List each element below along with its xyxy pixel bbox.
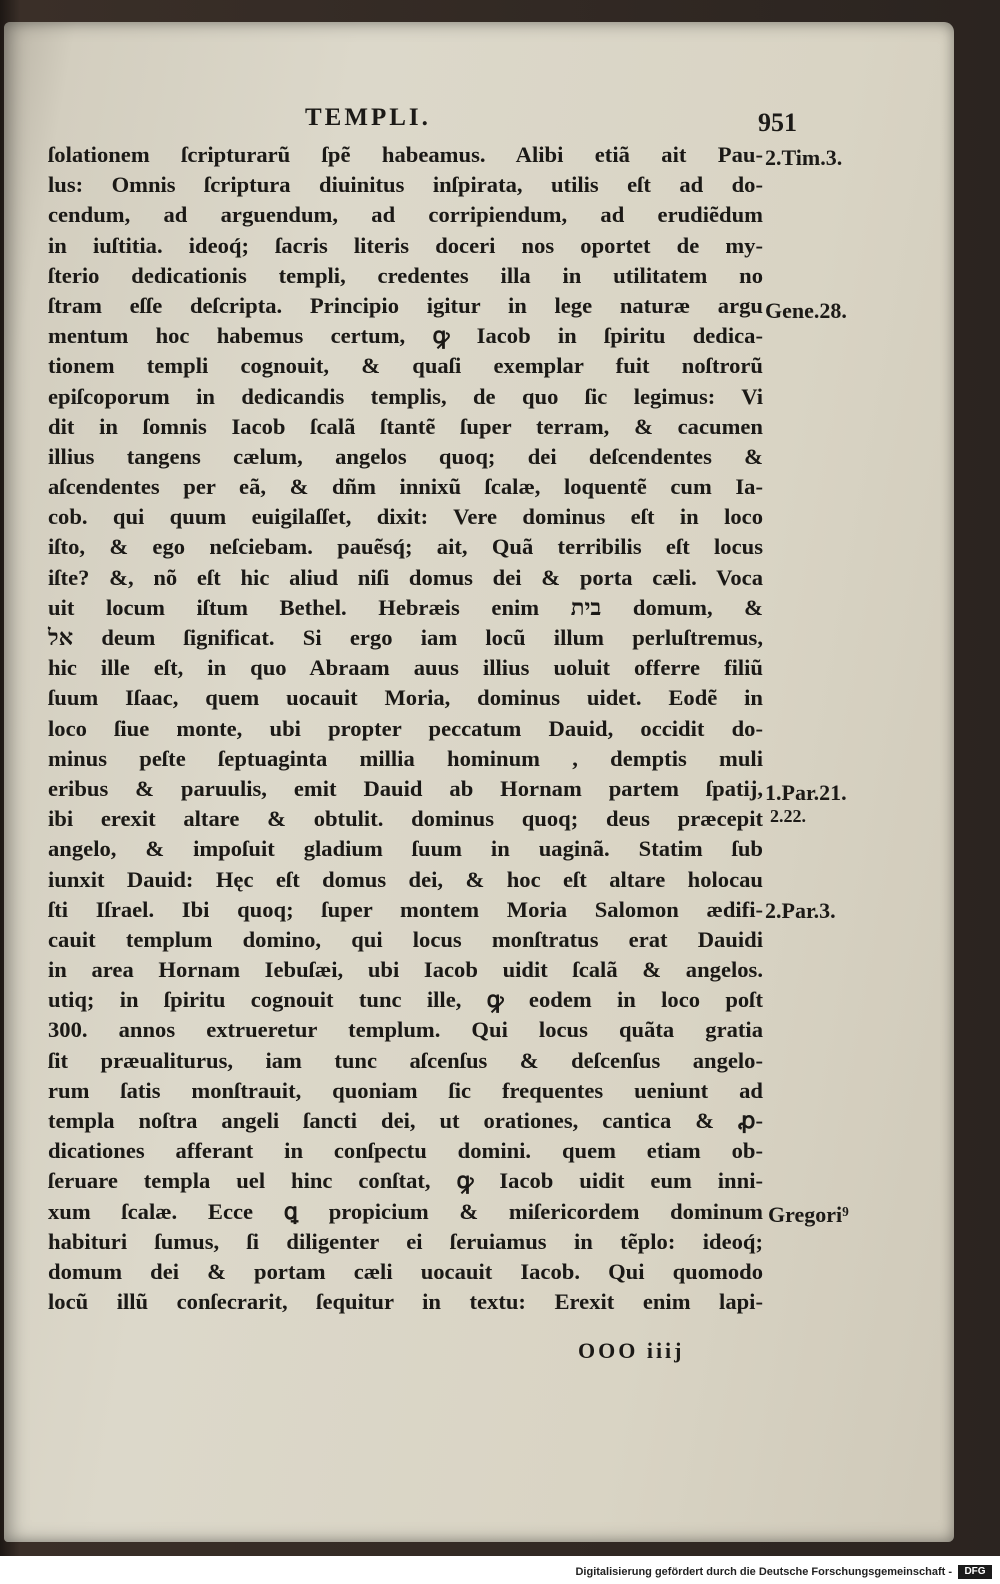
body-text bbox=[48, 140, 763, 1317]
text-line: cauit templum domino, qui locus monſtratus erat Dauidi bbox=[48, 926, 763, 952]
text-line: loco ſiue monte, ubi propter peccatum Dauid, occidit do- bbox=[48, 715, 763, 741]
footer-bar bbox=[0, 1556, 1000, 1584]
text-line: xum ſcalæ. Ecce ꝗ propicium & miſericordem dominum bbox=[48, 1198, 763, 1224]
text-line: in iuſtitia. ideoq́; ſacris literis doceri nos oportet de my- bbox=[48, 232, 763, 258]
text-line: אל deum ſignificat. Si ergo iam locũ illum perluſtremus, bbox=[48, 625, 763, 650]
text-line: cendum, ad arguendum, ad corripiendum, ad erudiẽdum bbox=[48, 202, 763, 228]
text-line: habituri ſumus, ſi diligenter ei ſeruiamus in tẽplo: ideoq́; bbox=[48, 1228, 763, 1254]
text-line: iunxit Dauid: Hęc eſt domus dei, & hoc eſt altare holocau bbox=[48, 866, 763, 892]
text-line: templa noſtra angeli ſancti dei, ut orationes, cantica & ꝓ- bbox=[48, 1108, 763, 1133]
text-line: iſto, & ego neſciebam. pauẽsq́; ait, Quã terribilis eſt locus bbox=[48, 534, 763, 560]
text-line: ſeruare templa uel hinc conſtat, ꝙ Iacob uidit eum inni- bbox=[48, 1168, 763, 1194]
margin-note: Gregori⁹ bbox=[768, 1202, 849, 1227]
funding-credit: Digitalisierung gefördert durch die Deutsche Forschungsgemeinschaft - bbox=[575, 1566, 952, 1578]
text-line: ſterio dedicationis templi, credentes illa in utilitatem no bbox=[48, 262, 763, 288]
text-line: ſit præualiturus, iam tunc aſcenſus & deſcenſus angelo- bbox=[48, 1047, 763, 1073]
margin-note: 2.22. bbox=[770, 806, 806, 826]
text-line: domum dei & portam cæli uocauit Iacob. Qui quomodo bbox=[48, 1258, 763, 1284]
margin-note: 2.Par.3. bbox=[765, 898, 836, 923]
text-line: 300. annos extrueretur templum. Qui locus quãta gratia bbox=[48, 1017, 763, 1043]
text-line: ſtram eſſe deſcripta. Principio igitur in lege naturæ argu bbox=[48, 292, 763, 318]
margin-note: 1.Par.21. bbox=[765, 780, 847, 805]
text-line: lus: Omnis ſcriptura diuinitus inſpirata, utilis eſt ad do- bbox=[48, 172, 763, 198]
text-line: dicationes afferant in conſpectu domini. quem etiam ob- bbox=[48, 1138, 763, 1164]
text-line: epiſcoporum in dedicandis templis, de quo ſic legimus: Vi bbox=[48, 383, 763, 409]
text-line: ſuum Iſaac, quem uocauit Moria, dominus uidet. Eodẽ in bbox=[48, 685, 763, 711]
text-line: tionem templi cognouit, & quaſi exemplar fuit noſtrorũ bbox=[48, 353, 763, 379]
text-line: minus peſte ſeptuaginta millia hominum , demptis muli bbox=[48, 745, 763, 771]
margin-note: Gene.28. bbox=[765, 298, 847, 323]
catchword: OOO iiij bbox=[578, 1338, 685, 1363]
text-line: ibi erexit altare & obtulit. dominus quoq; deus præcepit bbox=[48, 806, 763, 832]
text-line: angelo, & impoſuit gladium ſuum in uaginã. Statim ſub bbox=[48, 836, 763, 862]
text-line: rum ſatis monſtrauit, quoniam ſic frequentes ueniunt ad bbox=[48, 1077, 763, 1103]
text-line: aſcendentes per eã, & dñm innixũ ſcalæ, loquentẽ cum Ia- bbox=[48, 474, 763, 500]
text-line: uit locum iſtum Bethel. Hebræis enim בית domum, & bbox=[48, 594, 763, 620]
text-line: locũ illũ conſecrarit, ſequitur in textu: Erexit enim lapi- bbox=[48, 1289, 763, 1315]
running-head: TEMPLI. bbox=[305, 104, 431, 131]
text-line: eribus & paruulis, emit Dauid ab Hornam partem ſpatij, bbox=[48, 775, 763, 801]
text-line: illius tangens cælum, angelos quoq; dei deſcendentes & bbox=[48, 443, 763, 469]
margin-note: 2.Tim.3. bbox=[765, 145, 843, 170]
text-line: mentum hoc habemus certum, ꝙ Iacob in ſpiritu dedica- bbox=[48, 323, 763, 349]
dfg-logo: DFG bbox=[958, 1565, 992, 1579]
text-line: ſolationem ſcripturarũ ſpẽ habeamus. Alibi etiã ait Pau- bbox=[48, 142, 763, 167]
text-line: cob. qui quum euigilaſſet, dixit: Vere dominus eſt in loco bbox=[48, 504, 763, 530]
text-line: dit in ſomnis Iacob ſcalã ſtantẽ ſuper terram, & cacumen bbox=[48, 413, 763, 439]
text-line: hic ille eſt, in quo Abraam auus illius uoluit offerre filiũ bbox=[48, 655, 763, 681]
text-line: iſte? &, nõ eſt hic aliud niſi domus dei & porta cæli. Voca bbox=[48, 564, 763, 590]
text-line: ſti Iſrael. Ibi quoq; ſuper montem Moria Salomon ædifi- bbox=[48, 896, 763, 922]
page-number: 951 bbox=[758, 108, 797, 137]
text-line: utiq; in ſpiritu cognouit tunc ille, ꝙ eodem in loco poſt bbox=[48, 987, 763, 1013]
text-line: in area Hornam Iebuſæi, ubi Iacob uidit ſcalã & angelos. bbox=[48, 957, 763, 983]
